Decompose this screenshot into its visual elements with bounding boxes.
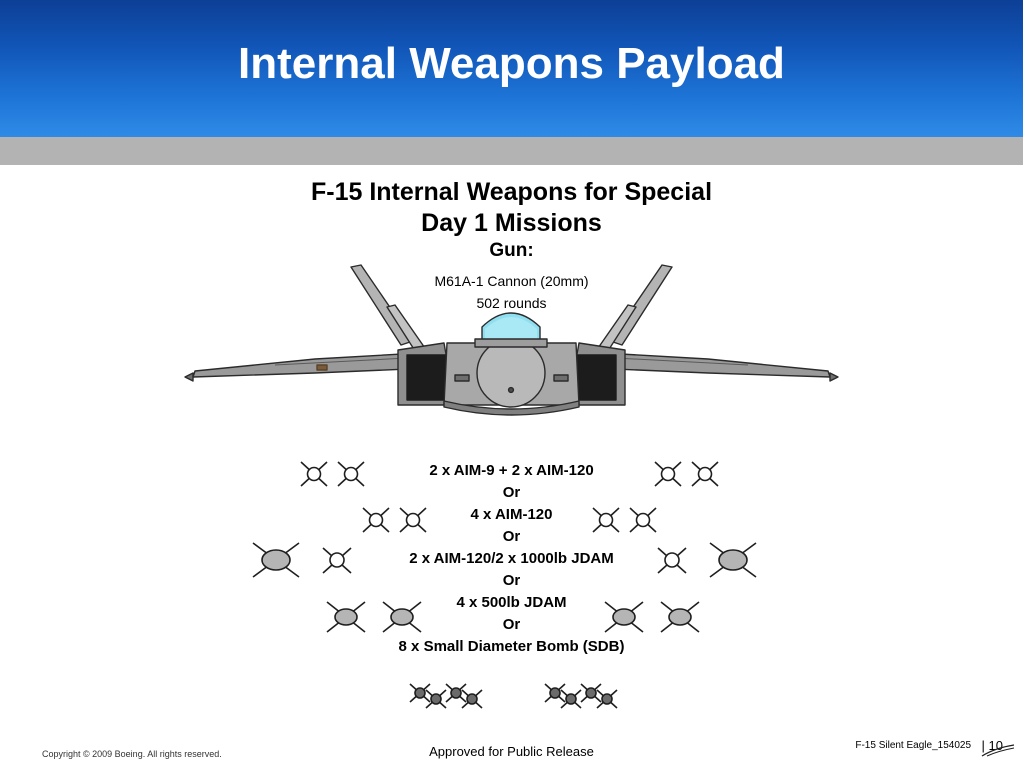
loadout-options: [0, 460, 1023, 658]
loadout-option-2: 4 x AIM-120: [470, 506, 553, 523]
aircraft-illustration: [155, 255, 868, 455]
header-band: [0, 0, 1023, 137]
footer-page-separator: |: [981, 738, 985, 753]
slide-body: [0, 165, 1023, 730]
loadout-or-3: Or: [502, 572, 521, 589]
gun-detail-rounds: 502 rounds: [476, 295, 547, 311]
loadout-or-1: Or: [502, 484, 521, 501]
footer-release-note: Approved for Public Release: [429, 744, 594, 759]
loadout-option-1: 2 x AIM-9 + 2 x AIM-120: [429, 462, 594, 479]
loadout-or-2: Or: [502, 528, 521, 545]
footer-copyright: Copyright © 2009 Boeing. All rights reserved.: [42, 749, 222, 759]
gun-heading: Gun:: [489, 240, 534, 261]
footer-document-id: F-15 Silent Eagle_154025: [855, 740, 971, 751]
header-gray-divider: [0, 137, 1023, 165]
content-subtitle-line2: Day 1 Missions: [421, 209, 602, 237]
boeing-logo-icon: [981, 742, 1015, 760]
content-subtitle-line1: F-15 Internal Weapons for Special: [310, 178, 713, 206]
loadout-option-3: 2 x AIM-120/2 x 1000lb JDAM: [409, 550, 614, 567]
loadout-option-4: 4 x 500lb JDAM: [456, 594, 567, 611]
page-title: Internal Weapons Payload: [238, 39, 785, 88]
loadout-or-4: Or: [502, 616, 521, 633]
content-subtitle: [0, 177, 1023, 239]
slide-footer: [0, 730, 1023, 766]
footer-page-value: 10: [988, 738, 1003, 753]
gun-detail-cannon: M61A-1 Cannon (20mm): [434, 273, 589, 289]
loadout-option-5: 8 x Small Diameter Bomb (SDB): [398, 638, 625, 655]
